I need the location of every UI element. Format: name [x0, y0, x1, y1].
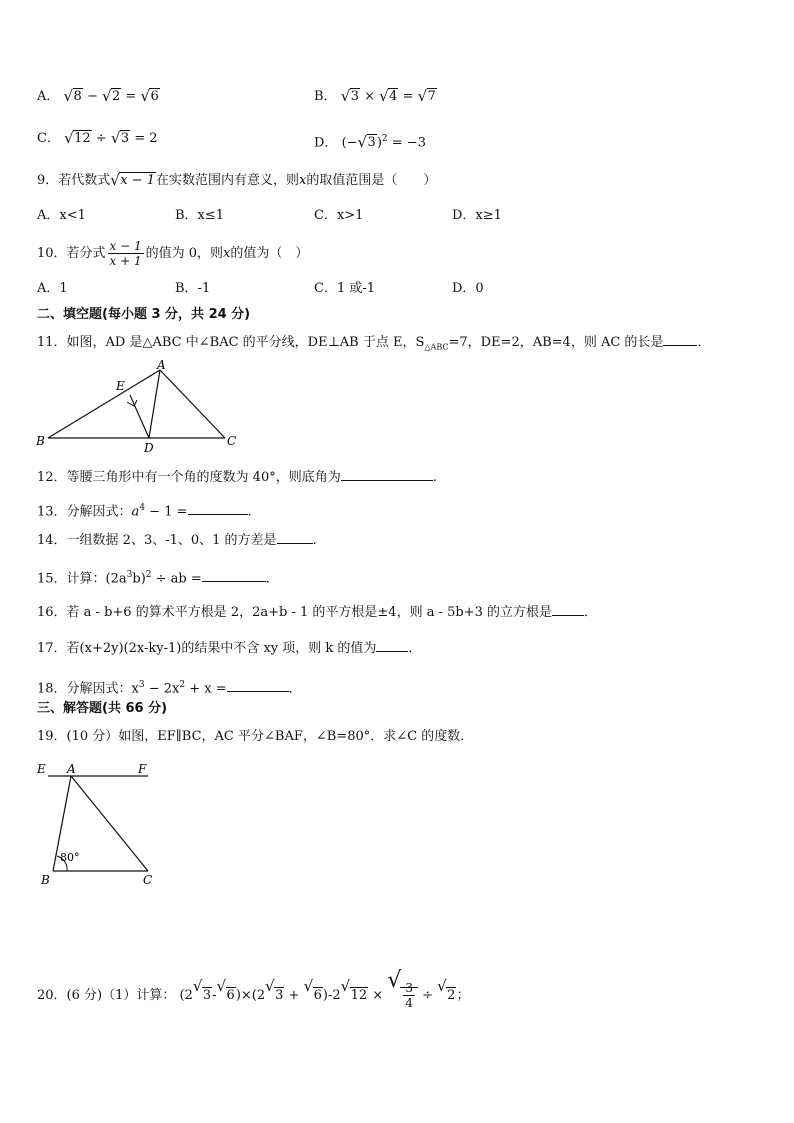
answer-blank — [188, 502, 248, 515]
label-a: A — [67, 762, 76, 776]
q13-stem: 13．分解因式：$a^4 - 1$ = . — [37, 503, 252, 520]
q9-option-c: C．x>1 — [314, 208, 364, 223]
answer-blank — [277, 531, 313, 544]
q11-triangle-figure — [30, 360, 250, 455]
sqrt-8: √ 8 — [63, 87, 82, 105]
answer-blank — [376, 639, 408, 652]
label-e: E — [37, 762, 46, 776]
q19-stem: 19．(10 分）如图，EF∥BC，AC 平分∠BAF，∠B=80°．求∠C 的度数． — [37, 729, 474, 744]
segment-ad — [149, 370, 160, 438]
answer-blank — [552, 603, 584, 616]
q19-triangle-figure — [30, 758, 170, 890]
sqrt-fraction: √ $\frac{3}{4}$ — [387, 978, 418, 1014]
answer-blank — [341, 468, 433, 481]
q18-stem: 18．分解因式：$x^3 - 2x^2 + x$ = ． — [37, 680, 302, 697]
q10-option-c: C．1 或-1 — [314, 281, 376, 296]
answer-blank — [663, 333, 697, 346]
q10-stem: 10．若分式 $\frac{x - 1}{x + 1}$ 的值为 0，则x的值为（ ） — [37, 239, 309, 268]
answer-blank — [202, 569, 266, 582]
segment-de — [130, 395, 149, 438]
q12-stem: 12．等腰三角形中有一个角的度数为 40°，则底角为 . — [37, 470, 437, 485]
q8-option-a: A． √ 8 − √ 2 = √ 6 — [37, 87, 159, 105]
q8-option-c: C． √ 12 ÷ √ 3 = 2 — [37, 129, 158, 147]
label-c: C — [143, 873, 153, 887]
q10-option-d: D．0 — [452, 281, 484, 296]
q8-option-d: D． (− √ 3)$^2$ = −3 — [314, 133, 426, 152]
label-e: E — [116, 379, 125, 393]
answer-blank — [227, 679, 289, 692]
angle-label: 80° — [60, 851, 80, 864]
segment-ba — [48, 370, 160, 438]
q20-stem: 20．(6 分)（1）计算： (2 √ 3- √ 6)×(2 √ 3 + √ 6)-2 √ 12 × √ $\frac{3}{4}$ ÷ √ 2； — [37, 978, 469, 1014]
q15-stem: 15．计算：$(2a^3b)^2$ ÷ ab = . — [37, 570, 270, 587]
segment-ac — [160, 370, 225, 438]
q17-stem: 17．若(x+2y)(2x-ky-1)的结果中不含 xy 项，则 k 的值为 ． — [37, 641, 422, 656]
label-c: C — [227, 434, 237, 448]
label-f: F — [138, 762, 147, 776]
q9-option-b: B．x≤1 — [175, 208, 225, 223]
section-3-heading: 三、解答题(共 66 分) — [37, 701, 168, 716]
label-a: A — [157, 360, 166, 372]
section-2-heading: 二、填空题(每小题 3 分，共 24 分) — [37, 307, 251, 322]
q10-option-a: A．1 — [37, 281, 68, 296]
q11-stem: 11．如图，AD 是△ABC 中∠BAC 的平分线，DE⊥AB 于点 E，$S_{\triangle ABC}=7$，DE=2，AB=4，则 AC 的长是 ． — [37, 335, 711, 352]
q9-option-a: A．x<1 — [37, 208, 86, 223]
label-b: B — [41, 873, 50, 887]
q10-fraction: $\frac{x - 1}{x + 1}$ — [109, 239, 142, 268]
q14-stem: 14．一组数据 2、3、-1、0、1 的方差是 . — [37, 533, 317, 548]
q9-stem: 9．若代数式 √ x − 1在实数范围内有意义，则x的取值范围是（ ） — [37, 171, 437, 189]
q16-stem: 16．若 a - b+6 的算术平方根是 2，2a+b - 1 的平方根是±4，则 a - 5b+3 的立方根是 ． — [37, 605, 598, 620]
q8-option-b: B． √ 3 × √ 4 = √ 7 — [314, 87, 436, 105]
segment-ac — [71, 776, 148, 871]
label-d: D — [144, 441, 154, 455]
q10-option-b: B．-1 — [175, 281, 211, 296]
label-b: B — [36, 434, 45, 448]
q9-option-d: D．x≥1 — [452, 208, 502, 223]
